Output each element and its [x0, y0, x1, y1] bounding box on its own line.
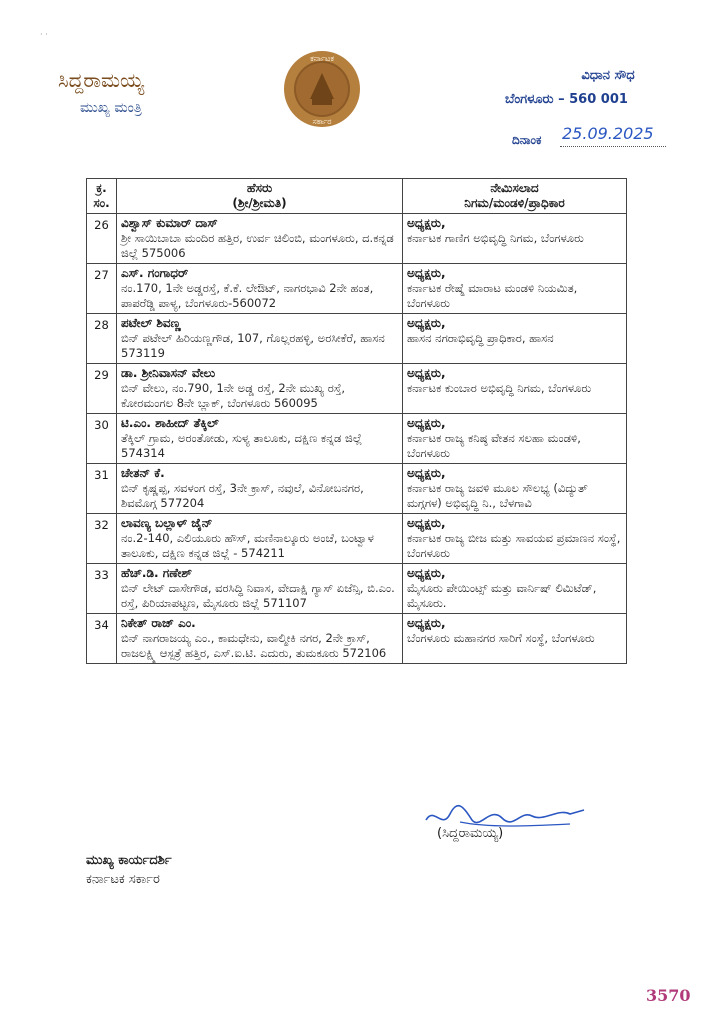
- post-title: ಅಧ್ಯಕ್ಷರು,: [407, 466, 446, 480]
- date-label: ದಿನಾಂಕ: [512, 133, 542, 147]
- table-header-row: [87, 179, 627, 214]
- name-cell: [117, 314, 403, 364]
- header-post-line2: ನಿಗಮ/ಮಂಡಳಿ/ಪ್ರಾಧಿಕಾರ: [464, 196, 565, 210]
- post-cell: [403, 614, 627, 664]
- table-row: [87, 214, 627, 264]
- post-body: ಕರ್ನಾಟಕ ಕುಂಬಾರ ಅಭಿವೃದ್ಧಿ ನಿಗಮ, ಬೆಂಗಳೂರು: [407, 381, 592, 395]
- table-row: [87, 464, 627, 514]
- row-number: 33: [87, 564, 117, 614]
- row-number: 27: [87, 264, 117, 314]
- appointee-name: ನಿಕೇತ್ ರಾಜ್ ಎಂ.: [121, 616, 196, 630]
- header-name-line2: (ಶ್ರೀ/ಶ್ರೀಮತಿ): [232, 196, 287, 210]
- table-row: [87, 414, 627, 464]
- post-title: ಅಧ್ಯಕ್ಷರು,: [407, 266, 446, 280]
- svg-text:ಕರ್ನಾಟಕ: ಕರ್ನಾಟಕ: [310, 54, 334, 63]
- date-underline: [560, 146, 666, 147]
- post-cell: [403, 364, 627, 414]
- name-cell: [117, 564, 403, 614]
- name-cell: [117, 414, 403, 464]
- post-title: ಅಧ್ಯಕ್ಷರು,: [407, 316, 446, 330]
- post-body: ಹಾಸನ ನಗರಾಭಿವೃದ್ಧಿ ಪ್ರಾಧಿಕಾರ, ಹಾಸನ: [407, 331, 554, 345]
- post-body: ಬೆಂಗಳೂರು ಮಹಾನಗರ ಸಾರಿಗೆ ಸಂಸ್ಥೆ, ಬೆಂಗಳೂರು: [407, 631, 595, 645]
- table-row: [87, 364, 627, 414]
- post-cell: [403, 414, 627, 464]
- post-cell: [403, 514, 627, 564]
- appointee-address: ನಂ.170, 1ನೇ ಅಡ್ಡರಸ್ತೆ, ಕೆ.ಕೆ. ಲೇಔಟ್, ನಾಗರಭಾವಿ 2ನೇ ಹಂತ, ಪಾಪರೆಡ್ಡಿ ಪಾಳ್ಯ, ಬೆಂಗಳೂರು-560072: [121, 281, 374, 310]
- page-number: 3570: [646, 986, 691, 1005]
- appointee-address: ಶ್ರೀ ಸಾಯಿಬಾಬಾ ಮಂದಿರ ಹತ್ತಿರ, ಉರ್ವ ಚಿಲಿಂಬಿ, ಮಂಗಳೂರು, ದ.ಕನ್ನಡ ಜಿಲ್ಲೆ 575006: [121, 231, 394, 260]
- header-name: [117, 179, 403, 214]
- appointee-name: ವಿಶ್ವಾಸ್ ಕುಮಾರ್ ದಾಸ್: [121, 216, 218, 230]
- table-row: [87, 514, 627, 564]
- appointee-name: ಚೇತನ್ ಕೆ.: [121, 466, 165, 480]
- name-cell: [117, 614, 403, 664]
- chief-secretary-title: ಮುಖ್ಯ ಕಾರ್ಯದರ್ಶಿ: [86, 853, 172, 868]
- post-title: ಅಧ್ಯಕ್ಷರು,: [407, 516, 446, 530]
- post-body: ಕರ್ನಾಟಕ ರಾಜ್ಯ ಕನಿಷ್ಠ ವೇತನ ಸಲಹಾ ಮಂಡಳಿ, ಬೆಂಗಳೂರು: [407, 431, 581, 460]
- row-number: 31: [87, 464, 117, 514]
- appointee-address: ಬಿನ್ ಲೇಟ್ ದಾಸೇಗೌಡ, ವರಸಿದ್ಧಿ ನಿವಾಸ, ವೇದಾಕ್ಷಿ ಗ್ಯಾಸ್ ಏಜೆನ್ಸಿ, ಬಿ.ಎಂ. ರಸ್ತೆ, ಪಿರಿಯಾಪಟ್ಟಣ, ಮೈಸೂರು ಜಿಲ್ಲೆ 571107: [121, 581, 395, 610]
- appointee-address: ನಂ.2-140, ಎಲಿಯೂರು ಹೌಸ್, ಮಣಿನಾಲ್ಕೂರು ಅಂಚೆ, ಬಂಟ್ವಾಳ ತಾಲೂಕು, ದಕ್ಷಿಣ ಕನ್ನಡ ಜಿಲ್ಲೆ - 574211: [121, 531, 374, 560]
- appointee-name: ಡಾ. ಶ್ರೀನಿವಾಸನ್ ವೇಲು: [121, 366, 216, 380]
- header-post-line1: ನೇಮಿಸಲಾದ: [490, 181, 539, 195]
- row-number: 30: [87, 414, 117, 464]
- name-cell: [117, 264, 403, 314]
- appointee-address: ಬಿನ್ ಪಟೇಲ್ ಹಿರಿಯಣ್ಣಗೌಡ, 107, ಗೊಲ್ಲರಹಳ್ಳಿ, ಅರಸೀಕೆರೆ, ಹಾಸನ 573119: [121, 331, 385, 360]
- post-body: ಕರ್ನಾಟಕ ರೇಷ್ಮೆ ಮಾರಾಟ ಮಂಡಳಿ ನಿಯಮಿತ, ಬೆಂಗಳೂರು: [407, 281, 578, 310]
- appointee-address: ಬಿನ್ ನಾಗರಾಜಯ್ಯ ಎಂ., ಕಾಮಧೇನು, ವಾಲ್ಮೀಕಿ ನಗರ, 2ನೇ ಕ್ರಾಸ್, ರಾಜಲಕ್ಷ್ಮಿ ಆಸ್ಪತ್ರೆ ಹತ್ತಿರ, ಎಸ್.ಐ.ಟಿ. ಎದುರು, ತುಮಕೂರು 572106: [121, 631, 387, 660]
- post-cell: [403, 464, 627, 514]
- appointee-name: ಲಾವಣ್ಯ ಬಲ್ಲಾಳ್ ಜೈನ್: [121, 516, 213, 530]
- date-value: 25.09.2025: [562, 124, 654, 143]
- header-post: [403, 179, 627, 214]
- post-cell: [403, 264, 627, 314]
- chief-secretary-org: ಕರ್ನಾಟಕ ಸರ್ಕಾರ: [86, 872, 160, 887]
- post-body: ಮೈಸೂರು ಪೇಯಿಂಟ್ಸ್ ಮತ್ತು ವಾರ್ನಿಷ್ ಲಿಮಿಟೆಡ್, ಮೈಸೂರು.: [407, 581, 597, 610]
- row-number: 34: [87, 614, 117, 664]
- post-title: ಅಧ್ಯಕ್ಷರು,: [407, 616, 446, 630]
- post-title: ಅಧ್ಯಕ್ಷರು,: [407, 416, 446, 430]
- table-row: [87, 264, 627, 314]
- post-body: ಕರ್ನಾಟಕ ರಾಜ್ಯ ಬೀಜ ಮತ್ತು ಸಾವಯವ ಪ್ರಮಾಣನ ಸಂಸ್ಥೆ, ಬೆಂಗಳೂರು: [407, 531, 621, 560]
- name-cell: [117, 364, 403, 414]
- post-cell: [403, 214, 627, 264]
- cm-title: ಮುಖ್ಯ ಮಂತ್ರಿ: [80, 100, 142, 116]
- row-number: 26: [87, 214, 117, 264]
- name-cell: [117, 464, 403, 514]
- appointee-name: ಪಟೇಲ್ ಶಿವಣ್ಣ: [121, 316, 181, 330]
- address-line-2: ಬೆಂಗಳೂರು – 560 001: [505, 92, 628, 107]
- post-title: ಅಧ್ಯಕ್ಷರು,: [407, 216, 446, 230]
- table-row: [87, 614, 627, 664]
- header-no: ಕ್ರ. ಸಂ.: [87, 179, 117, 214]
- appointee-address: ತೆಕ್ಕಿಲ್ ಗ್ರಾಮ, ಅರಂತೋಡು, ಸುಳ್ಯ ತಾಲೂಕು, ದಕ್ಷಿಣ ಕನ್ನಡ ಜಿಲ್ಲೆ 574314: [121, 431, 363, 460]
- post-body: ಕರ್ನಾಟಕ ರಾಜ್ಯ ಜವಳಿ ಮೂಲ ಸೌಲಭ್ಯ (ವಿದ್ಯುತ್ ಮಗ್ಗಗಳ) ಅಭಿವೃದ್ಧಿ ನಿ., ಬೆಳಗಾವಿ: [407, 481, 588, 510]
- appointee-name: ಎಸ್. ಗಂಗಾಧರ್: [121, 266, 189, 280]
- table-row: [87, 314, 627, 364]
- row-number: 28: [87, 314, 117, 364]
- post-cell: [403, 564, 627, 614]
- post-title: ಅಧ್ಯಕ್ಷರು,: [407, 566, 446, 580]
- table-row: [87, 564, 627, 614]
- appointments-table: [86, 178, 627, 664]
- appointee-address: ಬಿನ್ ಕೃಷ್ಣಪ್ಪ, ಸವಳಂಗ ರಸ್ತೆ, 3ನೇ ಕ್ರಾಸ್, ನವುಲೆ, ವಿನೋಬನಗರ, ಶಿವಮೊಗ್ಗ 577204: [121, 481, 364, 510]
- signatory-name: (ಸಿದ್ದರಾಮಯ್ಯ): [437, 826, 504, 841]
- government-seal-icon: [282, 49, 362, 129]
- post-cell: [403, 314, 627, 364]
- address-line-1: ವಿಧಾನ ಸೌಧ: [581, 68, 635, 83]
- appointee-name: ಹೆಚ್.ಡಿ. ಗಣೇಶ್: [121, 566, 192, 580]
- appointee-name: ಟಿ.ಎಂ. ಶಾಹೀದ್ ತೆಕ್ಕಿಲ್: [121, 416, 219, 430]
- cm-name: ಸಿದ್ದರಾಮಯ್ಯ: [58, 68, 145, 92]
- post-title: ಅಧ್ಯಕ್ಷರು,: [407, 366, 446, 380]
- name-cell: [117, 514, 403, 564]
- row-number: 29: [87, 364, 117, 414]
- post-body: ಕರ್ನಾಟಕ ಗಾಣಿಗ ಅಭಿವೃದ್ಧಿ ನಿಗಮ, ಬೆಂಗಳೂರು: [407, 231, 584, 245]
- header-name-line1: ಹೆಸರು: [246, 181, 273, 195]
- appointee-address: ಬಿನ್ ವೇಲು, ನಂ.790, 1ನೇ ಅಡ್ಡ ರಸ್ತೆ, 2ನೇ ಮುಖ್ಯ ರಸ್ತೆ, ಕೋರಮಂಗಲ 8ನೇ ಬ್ಲಾಕ್, ಬೆಂಗಳೂರು 560095: [121, 381, 346, 410]
- scan-mark: · ·: [40, 30, 48, 39]
- svg-text:ಸರ್ಕಾರ: ಸರ್ಕಾರ: [312, 117, 332, 126]
- row-number: 32: [87, 514, 117, 564]
- name-cell: [117, 214, 403, 264]
